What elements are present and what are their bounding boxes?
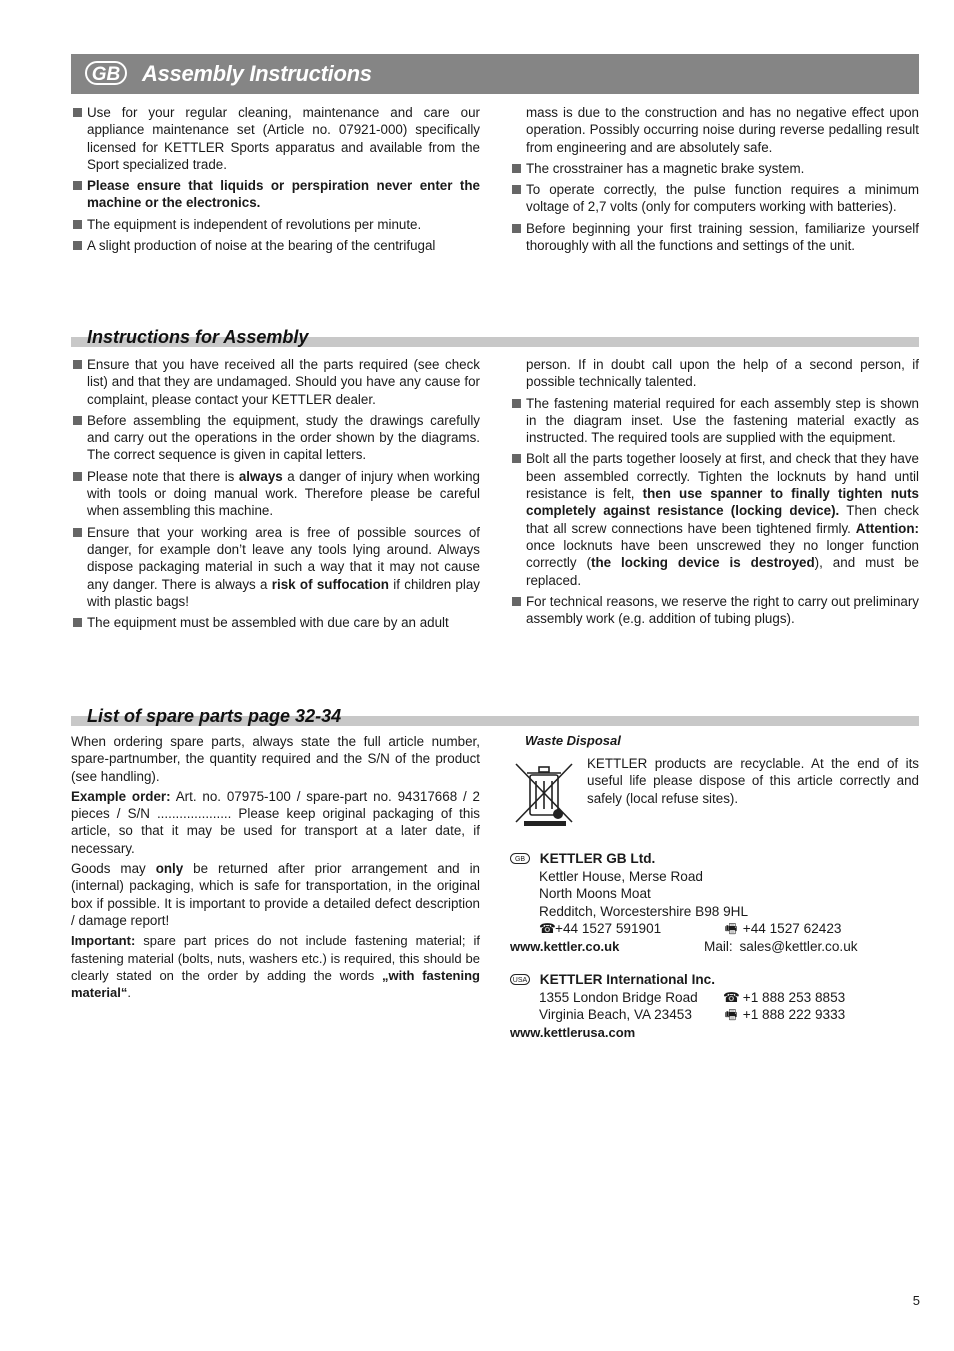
gb-fax: +44 1527 62423 [742,921,842,936]
assembly-right-column [510,356,919,631]
usa-address-line: 1355 London Bridge Road [539,989,698,1005]
phone-icon: ☎ [539,921,556,936]
gb-phone: +44 1527 591901 [555,921,662,936]
gb-address-line: Redditch, Worcestershire B98 9HL [539,903,749,919]
gb-website-link[interactable]: www.kettler.co.uk [510,938,620,954]
paragraph: When ordering spare parts, always state the full article number, spare-partnumber, the quantity required and the S/N of the product (see handling). [71,734,480,784]
gb-company: KETTLER GB Ltd. [539,851,656,866]
gb-mail-link[interactable]: sales@kettler.co.uk [739,938,858,954]
list-item-continuation: person. If in doubt call upon the help of a second person, if possible technically talented. [526,357,919,390]
title-bar [71,54,919,94]
page-title: Assembly Instructions [142,61,372,86]
fax-icon: 🖷 [724,1007,738,1022]
fax-icon: 🖷 [724,921,738,936]
list-item: A slight production of noise at the bearing of the centrifugal [71,237,480,254]
list-item: Bolt all the parts together loosely at first, and check that they have been assembled correctly. Tighten the locknuts by hand until resistance is felt, then use spanner to finally tighten nuts completely against resistance (locking device). Then check that all screw connections have been tightened firmly. Attention: once locknuts have been unscrewed they no longer function correctly (the locking device is destroyed), and must be replaced. [510,450,919,588]
gb-mail-label: Mail: [704,938,733,954]
list-item: The crosstrainer has a magnetic brake system. [510,160,919,177]
gb-address-line: North Moons Moat [539,886,651,901]
list-item: To operate correctly, the pulse function requires a minimum voltage of 2,7 volts (only for computers working with batteries). [510,181,919,216]
paragraph: Goods may only be returned after prior arrangement and in (internal) packaging, which is safe for transportation, in the original box if possible. It is important to provide a detailed defect description / damage report! [71,861,480,928]
usa-country-badge: USA [510,974,530,985]
list-item: Please ensure that liquids or perspiration never enter the machine or the electronics. [71,177,480,212]
assembly-heading [71,324,919,348]
intro-right-column [510,104,919,258]
assembly-left-column [71,356,480,635]
list-item: Before assembling the equipment, study the drawings carefully and carry out the operations in the order shown by the diagrams. The correct sequence is given in capital letters. [71,412,480,464]
recycle-bin-crossed-icon [512,758,578,828]
usa-contact [510,971,919,1041]
phone-icon: ☎ [723,989,740,1005]
list-item: The equipment must be assembled with due care by an adult [71,614,480,631]
paragraph: Important: spare part prices do not include fastening material; if fastening material (bolts, nuts, washers etc.) is required, this should be clearly stated on the order by adding the words „with fastening material“. [71,933,480,1001]
usa-company: KETTLER International Inc. [539,972,715,987]
spares-heading-text: List of spare parts page 32-34 [87,706,342,726]
list-item-continuation: mass is due to the construction and has no negative effect upon operation. Possibly occurring noise during reverse pedalling result from engineering and are absolutely safe. [526,105,919,155]
list-item: The fastening material required for each assembly step is shown in the diagram inset. Use the fastening material exactly as instructed. The required tools are supplied with the equipment. [510,395,919,447]
assembly-heading-text: Instructions for Assembly [87,327,309,347]
list-item: The equipment is independent of revolutions per minute. [71,216,480,233]
waste-text: KETTLER products are recyclable. At the end of its useful life please dispose of this article correctly and safely (local refuse sites). [587,756,919,806]
gb-contact [510,850,919,955]
list-item: Please note that there is always a danger of injury when working with tools or doing manual work. Therefore please be careful when assembling this machine. [71,468,480,520]
list-item: For technical reasons, we reserve the right to carry out preliminary assembly work (e.g. addition of tubing plugs). [510,593,919,628]
list-item: Ensure that you have received all the parts required (see check list) and that they are undamaged. Should you have any cause for complaint, please contact your KETTLER dealer. [71,356,480,408]
intro-left-column [71,104,480,258]
gb-address-line: Kettler House, Merse Road [539,868,703,884]
list-item: Before beginning your first training session, familiarize yourself thoroughly with all the functions and settings of the unit. [510,220,919,255]
spares-column [71,733,480,1004]
list-item: Use for your regular cleaning, maintenance and care our appliance maintenance set (Article no. 07921-000) specifically licensed for KETTLER Sports apparatus and available from the Sport specialized trade. [71,104,480,173]
waste-title: Waste Disposal [525,733,621,748]
usa-phone: +1 888 253 8853 [742,989,846,1005]
paragraph: Example order: Art. no. 07975-100 / spare-part no. 94317668 / 2 pieces / S/N .................... Please keep original packaging of this article, so that it may be used for transport at a later date, if necessary. [71,788,480,856]
gb-country-badge: GB [510,853,530,864]
usa-fax: +1 888 222 9333 [742,1007,846,1022]
usa-address-line: Virginia Beach, VA 23453 [539,1007,692,1022]
spares-heading [71,703,919,727]
gb-badge: GB [85,61,127,85]
page-number: 5 [912,1293,920,1308]
list-item: Ensure that your working area is free of possible sources of danger, for example don’t leave any tools lying around. Always dispose packaging material in such a way that it may not cause any danger. There is always a risk of suffocation if children play with plastic bags! [71,524,480,610]
usa-website-link[interactable]: www.kettlerusa.com [510,1024,636,1040]
